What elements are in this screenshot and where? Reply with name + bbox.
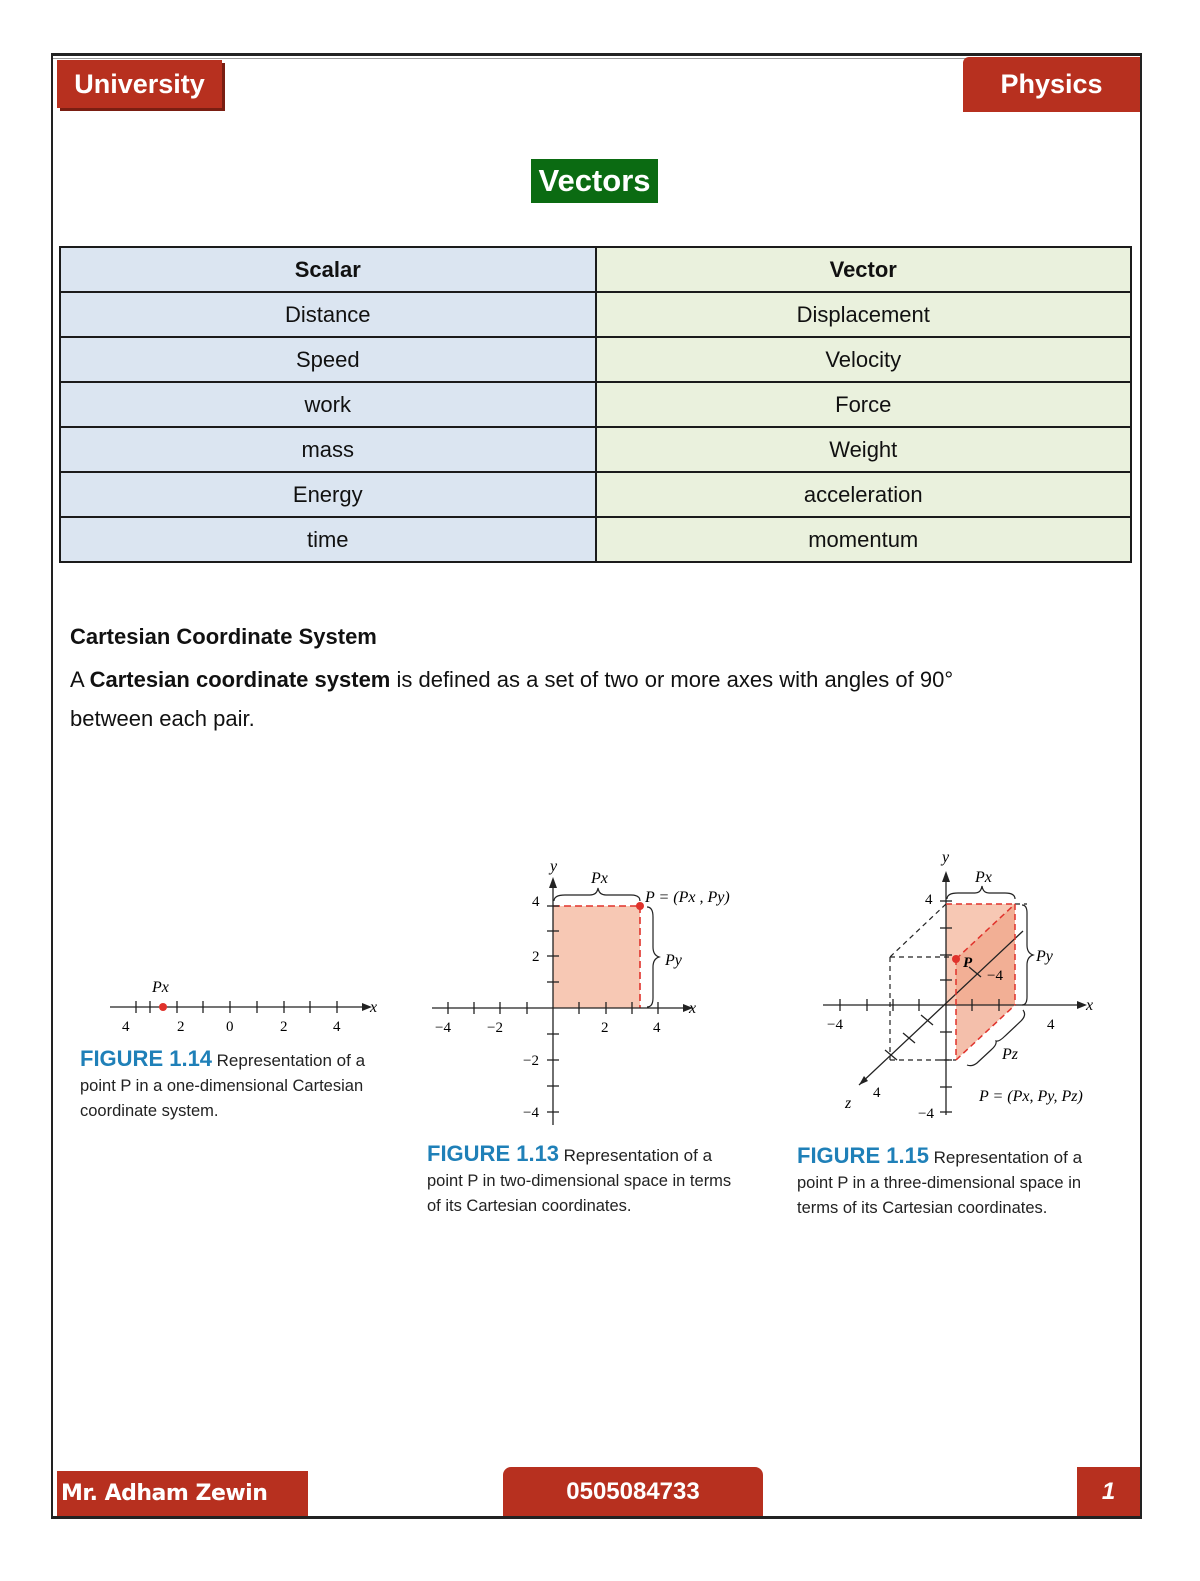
para-bold-term: Cartesian coordinate system bbox=[89, 667, 391, 692]
para-lead: A bbox=[70, 667, 90, 692]
scalar-vector-table bbox=[59, 246, 1132, 563]
py-label: Py bbox=[1036, 948, 1053, 965]
figure-1-13-diagram bbox=[420, 855, 750, 1130]
py-brace bbox=[647, 907, 659, 1007]
section-heading: Cartesian Coordinate System bbox=[70, 624, 377, 649]
page-number: 1 bbox=[1077, 1467, 1140, 1516]
point-label: Px bbox=[152, 979, 169, 996]
vector-cell: acceleration bbox=[596, 472, 1132, 517]
x-tick-label: −2 bbox=[487, 1020, 503, 1036]
px-brace bbox=[947, 886, 1015, 899]
tick-label: 4 bbox=[1047, 1017, 1055, 1033]
figure-1-14-diagram bbox=[100, 970, 390, 1040]
x-tick-label: 4 bbox=[653, 1020, 661, 1036]
phone-tag: 0505084733 bbox=[503, 1467, 763, 1516]
x-axis-label: x bbox=[370, 999, 378, 1016]
figure-1-15-caption bbox=[797, 1143, 1117, 1221]
y-tick-label: −2 bbox=[523, 1053, 539, 1069]
tick-label: −4 bbox=[918, 1106, 934, 1122]
tick-label: 4 bbox=[122, 1019, 130, 1035]
table-header-row bbox=[60, 247, 1131, 292]
caption-line: of its Cartesian coordinates. bbox=[427, 1197, 632, 1215]
page-title: Vectors bbox=[531, 159, 658, 203]
caption-line: point P in a three-dimensional space in bbox=[797, 1174, 1082, 1192]
figure-number: FIGURE 1.13 bbox=[427, 1141, 560, 1166]
x-axis-label: x bbox=[689, 1000, 697, 1017]
point-label: P bbox=[963, 955, 973, 971]
point-label: P = (Px , Py) bbox=[645, 889, 730, 906]
figure-1-15-diagram bbox=[815, 845, 1105, 1125]
scalar-cell: time bbox=[60, 517, 596, 562]
scalar-cell: Speed bbox=[60, 337, 596, 382]
y-tick-label: 4 bbox=[532, 894, 540, 910]
point-tuple-label: P = (Px, Py, Pz) bbox=[979, 1088, 1083, 1105]
vector-cell: Displacement bbox=[596, 292, 1132, 337]
px-label: Px bbox=[975, 869, 992, 886]
vector-cell: Velocity bbox=[596, 337, 1132, 382]
tick-label: −4 bbox=[987, 968, 1003, 984]
y-axis-label: y bbox=[550, 858, 558, 875]
px-label: Px bbox=[591, 870, 608, 887]
y-axis-arrow-icon bbox=[549, 877, 557, 888]
caption-line: terms of its Cartesian coordinates. bbox=[797, 1199, 1048, 1217]
table-row bbox=[60, 382, 1131, 427]
scalar-cell: Energy bbox=[60, 472, 596, 517]
author-tag: Mr. Adham Zewin bbox=[57, 1471, 308, 1516]
tick-label: 4 bbox=[873, 1085, 881, 1101]
tick-label: 4 bbox=[925, 892, 933, 908]
point-p-marker bbox=[636, 902, 644, 910]
tick-label: 4 bbox=[333, 1019, 341, 1035]
y-axis-arrow-icon bbox=[942, 871, 950, 882]
university-tag: University bbox=[57, 60, 222, 108]
tick-label: 0 bbox=[226, 1019, 234, 1035]
vector-cell: momentum bbox=[596, 517, 1132, 562]
tick-label: 2 bbox=[280, 1019, 288, 1035]
para-rest: is defined as a set of two or more axes with angles of 90° bbox=[390, 667, 954, 692]
caption-line: point P in two-dimensional space in terms bbox=[427, 1172, 732, 1190]
figure-1-13-caption bbox=[427, 1141, 757, 1219]
table-row bbox=[60, 337, 1131, 382]
scalar-cell: work bbox=[60, 382, 596, 427]
scalar-cell: Distance bbox=[60, 292, 596, 337]
header-scalar: Scalar bbox=[60, 247, 596, 292]
py-brace bbox=[1022, 905, 1033, 1005]
para-line2: between each pair. bbox=[70, 706, 255, 731]
caption-line: Representation of a bbox=[563, 1146, 713, 1165]
figure-number: FIGURE 1.14 bbox=[80, 1046, 213, 1071]
x-axis-label: x bbox=[1086, 997, 1094, 1014]
py-label: Py bbox=[665, 952, 682, 969]
y-tick-label: 2 bbox=[532, 949, 540, 965]
tick-label: 2 bbox=[177, 1019, 185, 1035]
x-tick-label: −4 bbox=[435, 1020, 451, 1036]
caption-line: coordinate system. bbox=[80, 1102, 219, 1120]
table-row bbox=[60, 427, 1131, 472]
table-row bbox=[60, 472, 1131, 517]
shaded-region bbox=[553, 906, 640, 1008]
vector-cell: Force bbox=[596, 382, 1132, 427]
figure-number: FIGURE 1.15 bbox=[797, 1143, 930, 1168]
point-p-marker bbox=[159, 1003, 167, 1011]
scalar-cell: mass bbox=[60, 427, 596, 472]
tick-label: −4 bbox=[827, 1017, 843, 1033]
definition-paragraph bbox=[70, 660, 1070, 738]
y-axis-label: y bbox=[942, 849, 950, 866]
y-tick-label: −4 bbox=[523, 1105, 539, 1121]
pz-label: Pz bbox=[1002, 1046, 1018, 1063]
figure-1-14-caption bbox=[80, 1046, 390, 1124]
z-axis-label: z bbox=[845, 1095, 852, 1112]
table-row bbox=[60, 292, 1131, 337]
caption-line: Representation of a bbox=[216, 1051, 366, 1070]
physics-tag: Physics bbox=[963, 57, 1140, 112]
vector-cell: Weight bbox=[596, 427, 1132, 472]
x-tick-label: 2 bbox=[601, 1020, 609, 1036]
px-brace bbox=[554, 888, 640, 901]
caption-line: Representation of a bbox=[933, 1148, 1083, 1167]
caption-line: point P in a one-dimensional Cartesian bbox=[80, 1077, 364, 1095]
header-vector: Vector bbox=[596, 247, 1132, 292]
point-p-marker bbox=[952, 955, 960, 963]
table-row bbox=[60, 517, 1131, 562]
